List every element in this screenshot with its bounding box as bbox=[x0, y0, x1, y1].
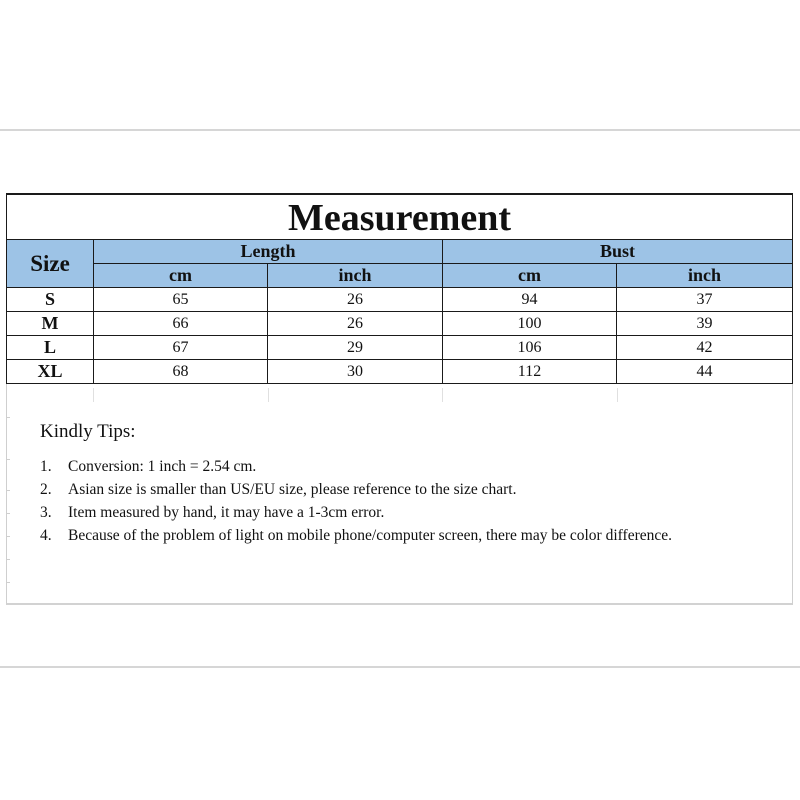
tip-text: Asian size is smaller than US/EU size, please reference to the size chart. bbox=[68, 481, 517, 498]
size-chart-table bbox=[6, 193, 793, 384]
tips-list bbox=[40, 455, 740, 547]
tip-number: 1. bbox=[40, 458, 52, 475]
size-cell: M bbox=[7, 312, 94, 336]
tip-item bbox=[40, 478, 740, 501]
length-inch-header: inch bbox=[268, 264, 443, 288]
row-tick bbox=[6, 536, 10, 537]
bust-inch-header: inch bbox=[617, 264, 793, 288]
length-cm-cell: 68 bbox=[94, 360, 268, 384]
row-tick bbox=[6, 459, 10, 460]
table-row bbox=[7, 288, 793, 312]
size-cell: XL bbox=[7, 360, 94, 384]
length-inch-cell: 30 bbox=[268, 360, 443, 384]
bust-inch-cell: 42 bbox=[617, 336, 793, 360]
row-tick bbox=[6, 490, 10, 491]
length-cm-cell: 65 bbox=[94, 288, 268, 312]
tip-item bbox=[40, 524, 708, 547]
length-inch-cell: 26 bbox=[268, 288, 443, 312]
bust-header: Bust bbox=[443, 240, 793, 264]
grid-line bbox=[617, 388, 618, 402]
table-row bbox=[7, 360, 793, 384]
tip-item bbox=[40, 501, 740, 524]
bust-cm-cell: 100 bbox=[443, 312, 617, 336]
bust-cm-cell: 94 bbox=[443, 288, 617, 312]
size-header: Size bbox=[7, 240, 94, 288]
tip-item bbox=[40, 455, 740, 478]
bust-inch-cell: 37 bbox=[617, 288, 793, 312]
row-tick bbox=[6, 582, 10, 583]
page-divider-bottom bbox=[0, 666, 800, 668]
bust-cm-cell: 106 bbox=[443, 336, 617, 360]
row-tick bbox=[6, 417, 10, 418]
table-title: Measurement bbox=[7, 194, 793, 240]
tip-number: 2. bbox=[40, 481, 52, 498]
row-tick bbox=[6, 559, 10, 560]
grid-line bbox=[442, 388, 443, 402]
tip-text: Because of the problem of light on mobile phone/computer screen, there may be color difference. bbox=[68, 527, 672, 544]
size-cell: S bbox=[7, 288, 94, 312]
row-tick bbox=[6, 513, 10, 514]
tip-number: 4. bbox=[40, 527, 52, 544]
page-divider-top bbox=[0, 129, 800, 131]
tip-text: Item measured by hand, it may have a 1-3cm error. bbox=[68, 504, 385, 521]
length-inch-cell: 26 bbox=[268, 312, 443, 336]
tip-text: Conversion: 1 inch = 2.54 cm. bbox=[68, 458, 257, 475]
length-cm-cell: 67 bbox=[94, 336, 268, 360]
bust-cm-header: cm bbox=[443, 264, 617, 288]
grid-line bbox=[268, 388, 269, 402]
table-row bbox=[7, 336, 793, 360]
size-cell: L bbox=[7, 336, 94, 360]
table-row bbox=[7, 312, 793, 336]
length-header: Length bbox=[94, 240, 443, 264]
bust-inch-cell: 44 bbox=[617, 360, 793, 384]
bust-cm-cell: 112 bbox=[443, 360, 617, 384]
length-cm-cell: 66 bbox=[94, 312, 268, 336]
grid-line bbox=[93, 388, 94, 402]
bust-inch-cell: 39 bbox=[617, 312, 793, 336]
tip-number: 3. bbox=[40, 504, 52, 521]
length-inch-cell: 29 bbox=[268, 336, 443, 360]
length-cm-header: cm bbox=[94, 264, 268, 288]
tips-title: Kindly Tips: bbox=[40, 421, 136, 442]
kindly-tips bbox=[40, 421, 740, 547]
